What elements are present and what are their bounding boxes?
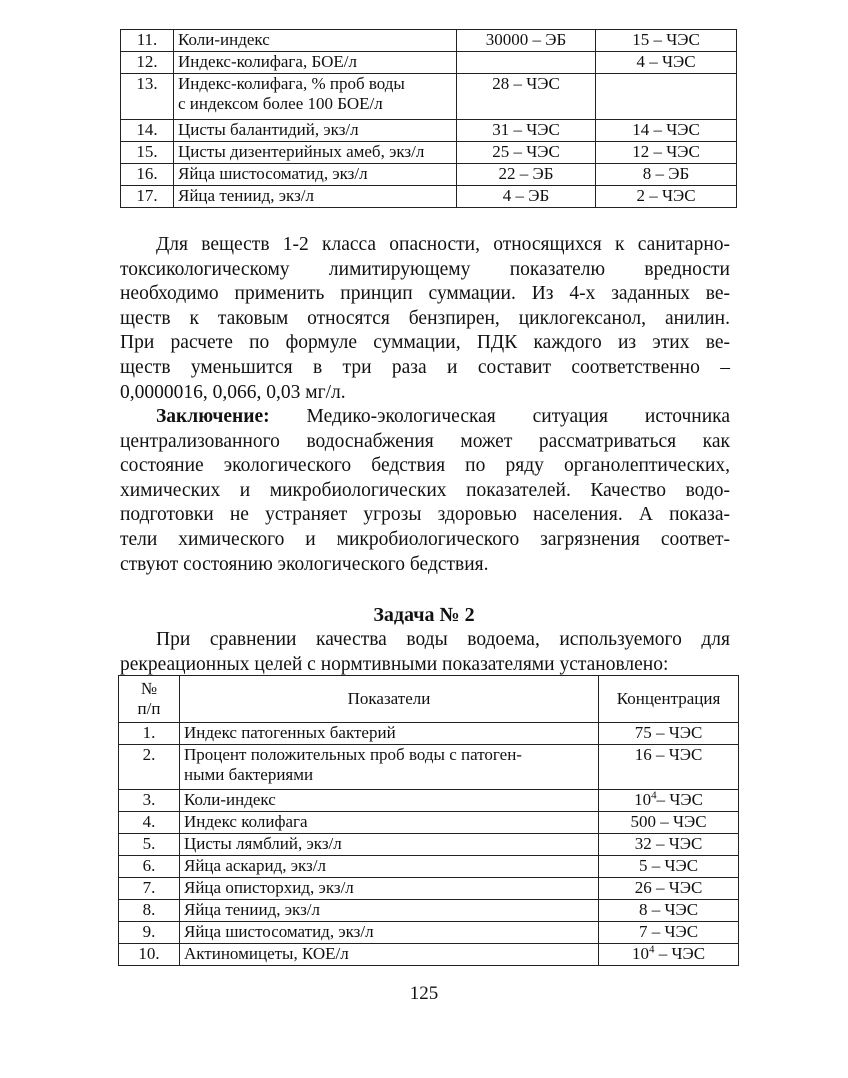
header-line: № xyxy=(140,679,158,698)
summation-paragraph xyxy=(120,233,730,405)
value-cell: 22 – ЭБ xyxy=(457,164,596,186)
indicator-name: Яйца тениид, экз/л xyxy=(180,900,599,922)
row-number: 14. xyxy=(121,120,174,142)
text-line: централизованного водоснабжения может рассматриваться как xyxy=(120,430,730,452)
concentration-cell xyxy=(599,790,739,812)
text-line: состояние экологического бедствия по ряду органолептических, xyxy=(120,455,730,477)
page-number: 125 xyxy=(409,983,439,1004)
table-row xyxy=(119,922,739,944)
indicator-name: Яйца описторхид, экз/л xyxy=(180,878,599,900)
text-line: необходимо применить принцип суммации. Из 4-х заданных ве- xyxy=(120,283,730,305)
conc-rest: – ЧЭС xyxy=(654,944,706,963)
row-number: 10. xyxy=(119,944,180,966)
row-number: 5. xyxy=(119,834,180,856)
concentration-cell: 16 – ЧЭС xyxy=(599,745,739,790)
row-number: 8. xyxy=(119,900,180,922)
concentration-cell: 8 – ЧЭС xyxy=(599,900,739,922)
text-fragment: Медико-экологическая ситуация источника xyxy=(269,406,730,427)
concentration-cell: 7 – ЧЭС xyxy=(599,922,739,944)
indicator-name: Индекс-колифага, БОЕ/л xyxy=(174,52,457,74)
value-cell: 2 – ЧЭС xyxy=(596,186,737,208)
indicator-name: Индекс колифага xyxy=(180,812,599,834)
indicator-name: Яйца тениид, экз/л xyxy=(174,186,457,208)
conc-exponent: 4 xyxy=(648,943,655,956)
indicator-table-bottom xyxy=(118,675,739,966)
table-row xyxy=(119,812,739,834)
text-line: химических и микробиологических показателей. Качество водо- xyxy=(120,479,730,501)
value-cell: 30000 – ЭБ xyxy=(457,30,596,52)
value-cell: 4 – ЭБ xyxy=(457,186,596,208)
indicator-name: Цисты балантидий, экз/л xyxy=(174,120,457,142)
task-title: Задача № 2 xyxy=(373,604,475,626)
conc-base: 10 xyxy=(631,944,649,963)
indicator-name: Коли-индекс xyxy=(174,30,457,52)
table-row xyxy=(121,52,737,74)
text-line: 0,0000016, 0,066, 0,03 мг/л. xyxy=(120,381,346,403)
value-cell: 8 – ЭБ xyxy=(596,164,737,186)
value-cell: 14 – ЧЭС xyxy=(596,120,737,142)
text-line: При сравнении качества воды водоема, используемого для xyxy=(156,629,730,650)
indicator-name-line: с индексом более 100 БОЕ/л xyxy=(178,94,383,113)
value-cell xyxy=(596,74,737,120)
indicator-name-line: ными бактериями xyxy=(184,765,314,784)
text-line: ствуют состоянию экологического бедствия. xyxy=(120,553,489,575)
conclusion-label: Заключение: xyxy=(156,406,270,427)
indicator-table-top xyxy=(120,29,737,208)
concentration-cell xyxy=(599,944,739,966)
row-number: 4. xyxy=(119,812,180,834)
concentration-cell: 75 – ЧЭС xyxy=(599,723,739,745)
text-line: ществ уменьшится в три раза и составит соответственно – xyxy=(120,356,730,378)
table-row xyxy=(119,790,739,812)
text-line: Для веществ 1-2 класса опасности, относящихся к санитарно- xyxy=(156,234,730,255)
header-line: п/п xyxy=(137,699,161,718)
task-intro xyxy=(120,628,730,677)
indicator-name xyxy=(174,74,457,120)
indicator-name: Коли-индекс xyxy=(180,790,599,812)
column-header-concentration: Концентрация xyxy=(599,676,739,723)
value-cell: 25 – ЧЭС xyxy=(457,142,596,164)
table-row xyxy=(121,120,737,142)
value-cell: 4 – ЧЭС xyxy=(596,52,737,74)
table-row xyxy=(121,142,737,164)
indicator-name: Яйца шистосоматид, экз/л xyxy=(174,164,457,186)
table-row xyxy=(119,834,739,856)
column-header-number xyxy=(119,676,180,723)
text-line xyxy=(120,405,730,430)
row-number: 9. xyxy=(119,922,180,944)
table-row xyxy=(119,745,739,790)
row-number: 15. xyxy=(121,142,174,164)
value-cell xyxy=(457,52,596,74)
indicator-name xyxy=(180,745,599,790)
concentration-cell: 500 – ЧЭС xyxy=(599,812,739,834)
value-cell: 28 – ЧЭС xyxy=(457,74,596,120)
row-number: 1. xyxy=(119,723,180,745)
concentration-cell: 32 – ЧЭС xyxy=(599,834,739,856)
row-number: 6. xyxy=(119,856,180,878)
indicator-name: Цисты дизентерийных амеб, экз/л xyxy=(174,142,457,164)
table-row xyxy=(121,164,737,186)
table-row xyxy=(121,30,737,52)
concentration-cell: 5 – ЧЭС xyxy=(599,856,739,878)
table-row xyxy=(119,856,739,878)
row-number: 11. xyxy=(121,30,174,52)
table-row xyxy=(121,74,737,120)
concentration-cell: 26 – ЧЭС xyxy=(599,878,739,900)
row-number: 17. xyxy=(121,186,174,208)
value-cell: 15 – ЧЭС xyxy=(596,30,737,52)
table-row xyxy=(119,900,739,922)
indicator-name: Яйца шистосоматид, экз/л xyxy=(180,922,599,944)
conc-rest: – ЧЭС xyxy=(656,790,703,809)
row-number: 2. xyxy=(119,745,180,790)
text-line: токсикологическому лимитирующему показателю вредности xyxy=(120,258,730,280)
value-cell: 31 – ЧЭС xyxy=(457,120,596,142)
table-header-row xyxy=(119,676,739,723)
text-line: тели химического и микробиологического загрязнения соответ- xyxy=(120,528,730,550)
indicator-name-line: Индекс-колифага, % проб воды xyxy=(178,74,405,93)
row-number: 7. xyxy=(119,878,180,900)
row-number: 13. xyxy=(121,74,174,120)
table-row xyxy=(119,723,739,745)
text-line: рекреационных целей с нормтивными показателями установлено: xyxy=(120,653,669,675)
indicator-name: Актиномицеты, КОЕ/л xyxy=(180,944,599,966)
text-line: подготовки не устраняет угрозы здоровью населения. А показа- xyxy=(120,504,730,526)
indicator-name: Индекс патогенных бактерий xyxy=(180,723,599,745)
indicator-name: Яйца аскарид, экз/л xyxy=(180,856,599,878)
table-row xyxy=(119,944,739,966)
value-cell: 12 – ЧЭС xyxy=(596,142,737,164)
row-number: 16. xyxy=(121,164,174,186)
table-row xyxy=(119,878,739,900)
conclusion-paragraph xyxy=(120,405,730,577)
text-line: ществ к таковым относятся бензпирен, циклогексанол, анилин. xyxy=(120,307,730,329)
table-row xyxy=(121,186,737,208)
indicator-name: Цисты лямблий, экз/л xyxy=(180,834,599,856)
indicator-name-line: Процент положительных проб воды с патоген- xyxy=(184,745,522,764)
row-number: 12. xyxy=(121,52,174,74)
row-number: 3. xyxy=(119,790,180,812)
column-header-indicators: Показатели xyxy=(180,676,599,723)
conc-exponent: 4 xyxy=(651,789,657,802)
conc-base: 10 xyxy=(634,790,652,809)
text-line: При расчете по формуле суммации, ПДК каждого из этих ве- xyxy=(120,332,730,354)
